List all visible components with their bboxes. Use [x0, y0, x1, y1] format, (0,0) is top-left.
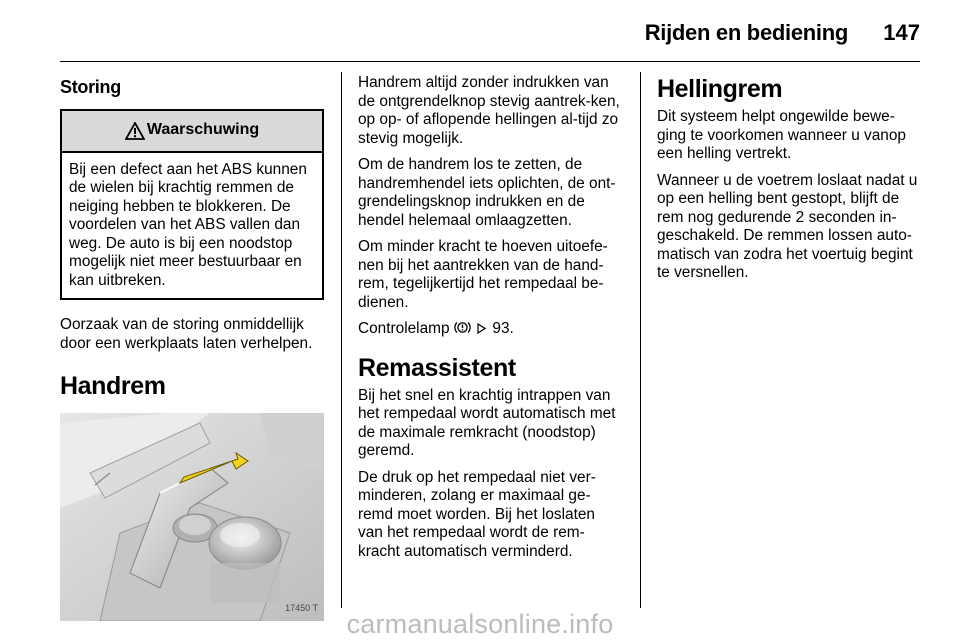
brake-warning-lamp-icon — [454, 320, 471, 335]
storing-heading: Storing — [60, 77, 121, 97]
handrem-paragraph-1: Handrem altijd zonder indrukken van de ontgrendelknop stevig aantrek-ken, op op- of aflopende hellingen al-tijd zo stevig mogelijk. — [358, 74, 620, 147]
control-lamp-page: 93. — [492, 320, 514, 337]
warning-text: Bij een defect aan het ABS kunnen de wielen bij krachtig remmen de neiging hebben te blokkeren. De voordelen van het ABS vallen dan weg. De auto is bij een noodstop mogelijk niet meer bestuurbaar en kan uitbreken. — [69, 160, 307, 289]
warning-box — [60, 109, 324, 301]
warning-triangle-icon — [125, 122, 145, 140]
handrem-heading: Handrem — [60, 372, 166, 400]
page-number: 147 — [883, 20, 920, 45]
handbrake-photo — [60, 413, 324, 621]
warning-header — [62, 111, 322, 153]
page-reference-triangle-icon — [477, 323, 486, 334]
section-title: Rijden en bediening — [644, 20, 848, 45]
column-divider-1 — [341, 72, 342, 608]
handrem-paragraph-3: Om minder kracht te hoeven uitoefe-nen bij het aantrekken van de hand-rem, tegelijkertijd het rempedaal be-dienen. — [358, 238, 608, 311]
control-lamp-line — [358, 320, 622, 339]
handbrake-illustration — [60, 413, 324, 621]
column-1 — [60, 74, 324, 621]
page-header — [60, 14, 920, 62]
handrem-paragraph-2: Om de handrem los te zetten, de handremhendel iets oplichten, de ont-grendelingsknop indrukken en de hendel helemaal omlaagzetten. — [358, 156, 616, 229]
remassistent-heading: Remassistent — [358, 353, 516, 382]
warning-title: Waarschuwing — [146, 121, 260, 139]
hellingrem-paragraph-1: Dit systeem helpt ongewilde bewe-ging te voorkomen wanneer u vanop een helling vertrekt. — [657, 108, 906, 162]
column-divider-2 — [640, 72, 641, 608]
column-2 — [358, 74, 622, 569]
control-lamp-label: Controlelamp — [358, 320, 450, 337]
hellingrem-heading: Hellingrem — [657, 75, 783, 103]
remassistent-paragraph-1: Bij het snel en krachtig intrappen van het rempedaal wordt automatisch met de maximale remkracht (noodstop) geremd. — [358, 386, 616, 459]
column-3 — [657, 74, 923, 291]
image-code: 17450 T — [285, 602, 318, 613]
storing-cause-text: Oorzaak van de storing onmiddellijk door een werkplaats laten verhelpen. — [60, 316, 313, 352]
watermark: carmanualsonline.info — [346, 609, 614, 639]
hellingrem-paragraph-2: Wanneer u de voetrem loslaat nadat u op een helling bent gestopt, blijft de rem nog gedurende 2 seconden in-geschakeld. De remmen lossen auto-matisch van zodra het voertuig begint te versnellen. — [657, 171, 918, 281]
remassistent-paragraph-2: De druk op het rempedaal niet ver-minderen, zolang er maximaal ge-remd moet worden. Bij het loslaten van het rempedaal wordt de rem-kracht automatisch verminderd. — [358, 468, 596, 560]
